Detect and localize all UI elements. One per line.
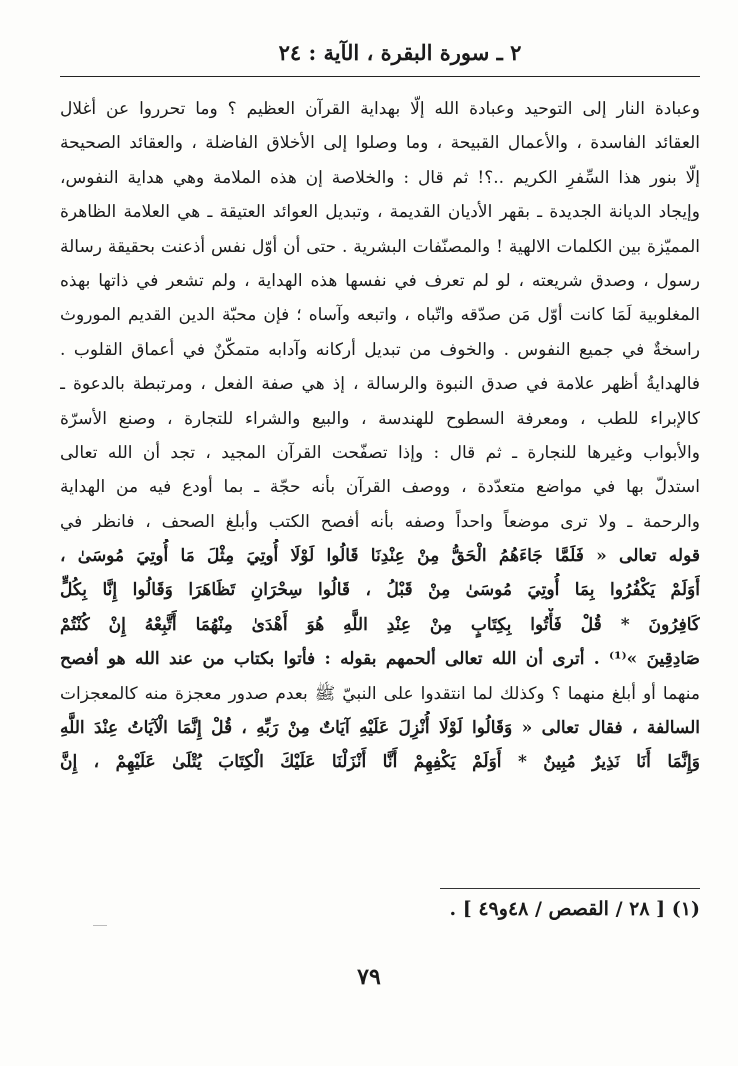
quran-quote-line: صَادِقِينَ »⁽¹⁾ . أترى أن الله تعالى ألحمهم بقوله : فأتوا بكتاب من عند الله هو أفصح xyxy=(60,649,700,670)
body-text xyxy=(60,92,700,780)
margin-mark xyxy=(93,925,107,926)
body-line: العقائد الفاسدة ، والأعمال القبيحة ، وما وصلوا إلى الأخلاق الفاضلة ، والعقائد الصحيحة xyxy=(60,133,700,154)
quran-quote-line: السالفة ، فقال تعالى « وَقَالُوا لَوْلَا أُنْزِلَ عَلَيْهِ آيَاتٌ مِنْ رَبِّهِ ، قُلْ إِنَّمَا الْآيَاتُ عِنْدَ اللَّهِ xyxy=(60,718,700,739)
body-line: والأبواب وغيرها للنجارة ـ ثم قال : وإذا تصفّحت القرآن المجيد ، تجد أن الله تعالى xyxy=(60,442,700,463)
body-line: رسول ، وصدق شريعته ، لو لم تعرف في نفسها هذه الهداية ، ولم تشعر في ذاتها بهذه xyxy=(60,270,700,291)
quran-quote-line: كَافِرُونَ * قُلْ فَأْتُوا بِكِتَابٍ مِنْ عِنْدِ اللَّهِ هُوَ أَهْدَىٰ مِنْهُمَا أَتَّبِعْهُ إِنْ كُنْتُمْ xyxy=(60,614,700,635)
body-line: كالإبراء للطب ، ومعرفة السطوح للهندسة ، والبيع والشراء للتجارة ، وصنع الأسرّة xyxy=(60,408,700,429)
footnote-rule xyxy=(440,888,700,889)
footnote: (١) [ ٢٨ / القصص / ٤٨و٤٩ ] . xyxy=(449,898,700,920)
quran-quote-line: قوله تعالى « فَلَمَّا جَاءَهُمُ الْحَقُّ مِنْ عِنْدِنَا قَالُوا لَوْلَا أُوتِيَ مِثْلَ مَا أُوتِيَ مُوسَىٰ ، xyxy=(60,546,700,567)
body-line: المميّزة بين الكلمات الالهية ! والمصنّفات البشرية . حتى أن أوّل نفس أذعنت بحقيقة رسالة xyxy=(60,236,700,257)
body-line: المغلوبية لَمَا كانت أوّل مَن صدّقه واتّباه ، واتبعه وآساه ؛ فإن محبّة الدين القديم الموروث xyxy=(60,305,700,326)
running-header-title: ٢ ـ سورة البقرة ، الآية : ٢٤ xyxy=(278,40,522,65)
body-line: فالهدايةُ أظهر علامة في صدق النبوة والرسالة ، إذ هي صفة الفعل ، ومرتبطة بالدعوة ـ xyxy=(60,374,700,395)
quran-quote-line: وَإِنَّمَا أَنَا نَذِيرٌ مُبِينٌ * أَوَلَمْ يَكْفِهِمْ أَنَّا أَنْزَلْنَا عَلَيْكَ الْكِتَابَ يُتْلَىٰ عَلَيْهِمْ ، إِنَّ xyxy=(60,752,700,773)
body-line: منهما أو أبلغ منهما ؟ وكذلك لما انتقدوا على النبيّ ﷺ بعدم صدور معجزة منه كالمعجزات xyxy=(60,683,700,704)
body-line: إلّا بنور هذا السِّفرِ الكريم ..؟! ثم قال : والخلاصة إن هذه الملامة وهي هداية النفوس، xyxy=(60,167,700,188)
page-number: ٧٩ xyxy=(357,964,381,990)
body-line: وإيجاد الديانة الجديدة ـ بقهر الأديان القديمة ، وتبديل العوائد العتيقة ـ هي العلامة الظاهرة xyxy=(60,202,700,223)
body-line: والرحمة ـ ولا ترى موضعاً واحداً وصفه بأنه أفصح الكتب وأبلغ الصحف ، فانظر في xyxy=(60,511,700,532)
body-line: وعبادة النار إلى التوحيد وعبادة الله إلّا بهداية القرآن العظيم ؟ وما تحرروا عن أغلال xyxy=(60,99,700,119)
body-line: استدلّ بها في مواضع متعدّدة ، ووصف القرآن بأنه حجّة ـ بما أودع فيه من الهداية xyxy=(60,477,700,498)
quran-quote-line: أَوَلَمْ يَكْفُرُوا بِمَا أُوتِيَ مُوسَىٰ مِنْ قَبْلُ ، قَالُوا سِحْرَانِ تَظَاهَرَا وَقَالُوا إِنَّا بِكُلٍّ xyxy=(60,580,700,601)
header-rule xyxy=(60,76,700,77)
body-line: راسخةٌ في جميع النفوس . والخوف من تبديل أركانه وآدابه متمكّنٌ في أعماق القلوب . xyxy=(60,339,700,360)
